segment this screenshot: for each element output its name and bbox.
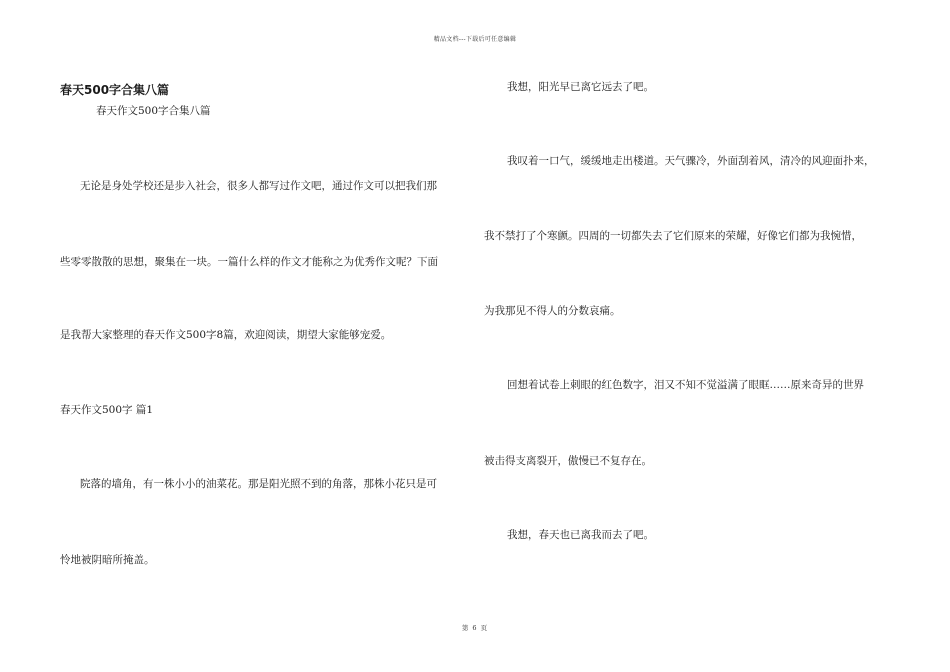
- left-paragraph-line: 院落的墙角，有一株小小的油菜花。那是阳光照不到的角落，那株小花只是可: [80, 478, 437, 490]
- right-paragraph-line: 我想，阳光早已离它远去了吧。: [507, 81, 654, 93]
- right-paragraph-line: 被击得支离裂开，傲慢已不复存在。: [484, 455, 652, 467]
- right-paragraph-line: 我想，春天也已离我而去了吧。: [507, 529, 654, 541]
- right-paragraph-line: 我不禁打了个寒颤。四周的一切都失去了它们原来的荣耀，好像它们都为我惋惜，: [484, 230, 862, 242]
- right-paragraph-line: 回想着试卷上刺眼的红色数字，泪又不知不觉溢满了眼眶……原来奇异的世界: [507, 379, 864, 391]
- document-title: 春天500字合集八篇: [60, 83, 170, 97]
- left-paragraph-line: 些零零散散的思想，聚集在一块。一篇什么样的作文才能称之为优秀作文呢？下面: [60, 256, 438, 268]
- left-paragraph-line: 无论是身处学校还是步入社会，很多人都写过作文吧，通过作文可以把我们那: [80, 180, 437, 192]
- section-heading: 春天作文500字 篇1: [60, 404, 154, 416]
- page-header: 精品文档---下载后可任意编辑: [433, 36, 517, 43]
- page-number: 第 6 页: [461, 624, 489, 632]
- left-paragraph-line: 是我帮大家整理的春天作文500字8篇，欢迎阅读，期望大家能够宠爱。: [60, 329, 392, 341]
- right-paragraph-line: 我叹着一口气，缓缓地走出楼道。天气骤冷，外面刮着风，清冷的风迎面扑来，: [507, 155, 875, 167]
- document-subtitle: 春天作文500字合集八篇: [96, 105, 211, 117]
- left-paragraph-line: 怜地被阴暗所掩盖。: [60, 554, 155, 566]
- right-paragraph-line: 为我那见不得人的分数哀痛。: [484, 305, 621, 317]
